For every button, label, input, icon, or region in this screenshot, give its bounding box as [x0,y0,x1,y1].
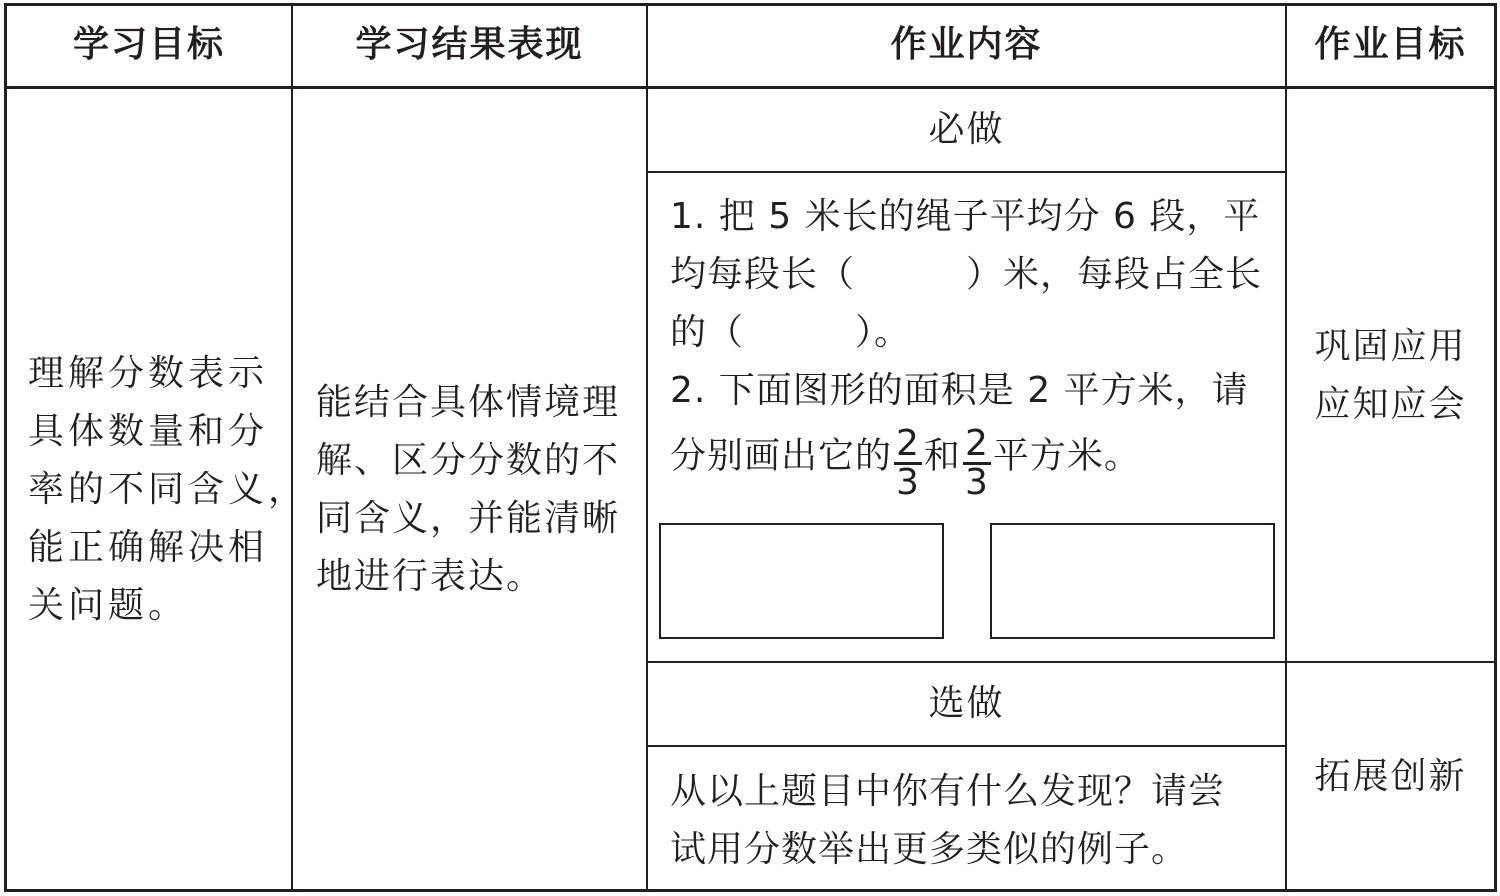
learning-goal-text [28,345,308,635]
optional-content [670,763,1225,879]
required-label-divider [647,171,1287,173]
fraction-two-thirds [894,423,922,503]
goal-line: 巩固应用 [1314,326,1467,367]
learning-goal-line: 关问题。 [28,585,189,626]
header-learning-result: 学习结果表现 [355,24,584,65]
q2-connector: 和 [923,435,961,477]
learning-result-line: 同含义，并能清晰 [316,498,621,539]
learning-goal-line: 具体数量和分 [28,411,269,452]
required-goal-text [1287,318,1494,434]
fraction-two-thirds [963,423,991,503]
table-bottom-border [4,889,1497,892]
learning-result-text [316,374,620,606]
optional-line: 试用分数举出更多类似的例子。 [670,829,1189,870]
goal-line: 应知应会 [1314,384,1467,425]
header-homework-content: 作业内容 [890,24,1043,65]
q2-suffix: 平方米。 [992,435,1141,477]
learning-goal-line: 理解分数表示 [28,353,269,394]
optional-label-divider [647,745,1287,747]
fraction-denominator: 3 [896,462,920,503]
learning-goal-line: 能正确解决相 [28,527,269,568]
learning-result-line: 解、区分分数的不 [316,440,621,481]
drawing-box-left[interactable] [659,523,944,639]
header-homework-goal: 作业目标 [1314,24,1467,65]
table-right-border [1494,3,1497,892]
learning-result-line: 地进行表达。 [316,556,545,597]
q2-prefix: 分别画出它的 [670,435,893,477]
fraction-numerator: 2 [964,423,989,464]
optional-goal-text: 拓展创新 [1314,756,1467,797]
learning-result-line: 能结合具体情境理 [316,382,621,423]
fraction-numerator: 2 [896,423,920,464]
drawing-box-right[interactable] [990,523,1275,639]
question-line-with-fractions [670,420,1249,503]
fraction-denominator: 3 [964,462,989,503]
learning-goal-line: 率的不同含义， [28,469,309,510]
required-question-2 [670,362,1249,503]
header-learning-goal: 学习目标 [72,24,225,65]
table-left-border [4,3,7,892]
question-line: 1. 把 5 米长的绳子平均分 6 段，平 [670,196,1261,237]
optional-label: 选做 [928,683,1005,724]
required-label: 必做 [928,109,1005,150]
optional-line: 从以上题目中你有什么发现？请尝 [670,771,1226,812]
question-line: 的（ ）。 [670,312,912,353]
question-line: 2. 下面图形的面积是 2 平方米，请 [670,370,1249,411]
required-question-1 [670,188,1262,362]
question-line: 均每段长（ ）米，每段占全长 [670,254,1263,295]
